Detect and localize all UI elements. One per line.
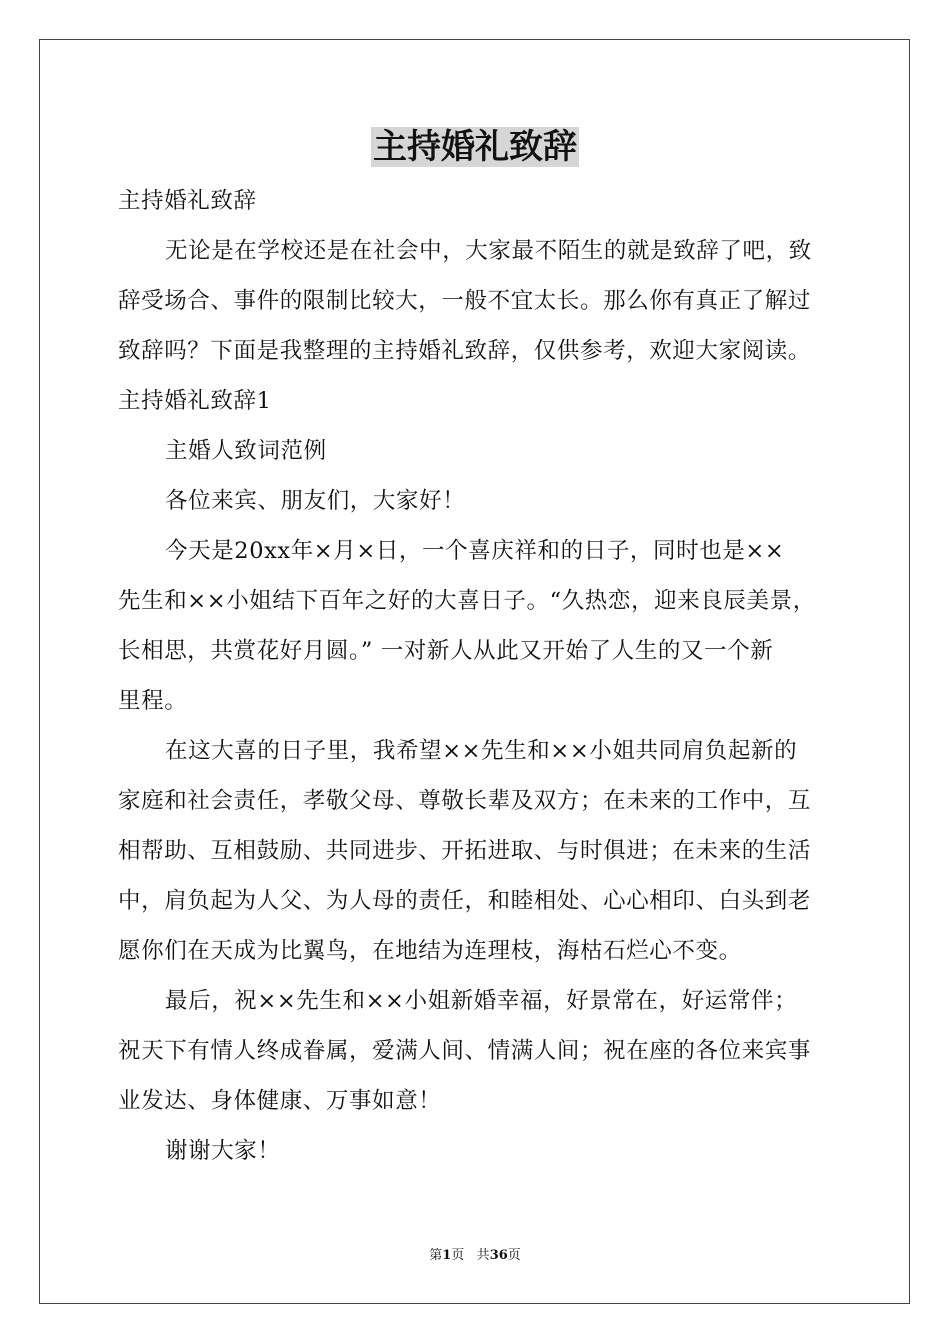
text-line: 相帮助、互相鼓励、共同进步、开拓进取、与时俱进；在未来的生活 bbox=[118, 838, 812, 864]
text-line: 谢谢大家！ bbox=[165, 1138, 281, 1164]
text-line: 祝天下有情人终成眷属，爱满人间、情满人间；祝在座的各位来宾事 bbox=[118, 1038, 812, 1064]
text-line: 业发达、身体健康、万事如意！ bbox=[118, 1088, 442, 1114]
footer-prefix: 第 bbox=[429, 1248, 443, 1263]
text-line: 致辞吗？下面是我整理的主持婚礼致辞，仅供参考，欢迎大家阅读。 bbox=[118, 338, 812, 364]
document-body bbox=[118, 176, 836, 1176]
footer-total-prefix: 共 bbox=[476, 1248, 490, 1263]
text-line: 最后，祝××先生和××小姐新婚幸福，好景常在，好运常伴； bbox=[165, 988, 798, 1014]
text-line: 无论是在学校还是在社会中，大家最不陌生的就是致辞了吧，致 bbox=[165, 238, 812, 264]
footer-page-suffix: 页 bbox=[451, 1248, 465, 1263]
footer-total-pages: 36 bbox=[489, 1248, 508, 1263]
text-line: 主持婚礼致辞 bbox=[118, 188, 257, 214]
footer-page-number: 1 bbox=[442, 1248, 452, 1263]
text-line: 辞受场合、事件的限制比较大，一般不宜太长。那么你有真正了解过 bbox=[118, 288, 812, 314]
text-line: 今天是20xx年×月×日，一个喜庆祥和的日子，同时也是×× bbox=[165, 538, 785, 564]
document-title bbox=[0, 124, 950, 170]
text-line: 中，肩负起为人父、为人母的责任，和睦相处、心心相印、白头到老 bbox=[118, 888, 812, 914]
text-line: 家庭和社会责任，孝敬父母、尊敬长辈及双方；在未来的工作中，互 bbox=[118, 788, 812, 814]
text-line: 各位来宾、朋友们，大家好！ bbox=[165, 488, 466, 514]
text-line: 长相思，共赏花好月圆。” 一对新人从此又开始了人生的又一个新 bbox=[118, 638, 774, 664]
document-title-text: 主持婚礼致辞 bbox=[373, 127, 577, 167]
text-line: 主婚人致词范例 bbox=[165, 438, 327, 464]
footer-total-suffix: 页 bbox=[507, 1248, 521, 1263]
page-footer bbox=[0, 1247, 950, 1265]
text-line: 里程。 bbox=[118, 688, 188, 714]
text-line: 主持婚礼致辞1 bbox=[118, 388, 272, 414]
text-line: 先生和××小姐结下百年之好的大喜日子。“久热恋，迎来良辰美景， bbox=[118, 588, 816, 614]
text-line: 愿你们在天成为比翼鸟，在地结为连理枝，海枯石烂心不变。 bbox=[118, 938, 742, 964]
text-line: 在这大喜的日子里，我希望××先生和××小姐共同肩负起新的 bbox=[165, 738, 798, 764]
